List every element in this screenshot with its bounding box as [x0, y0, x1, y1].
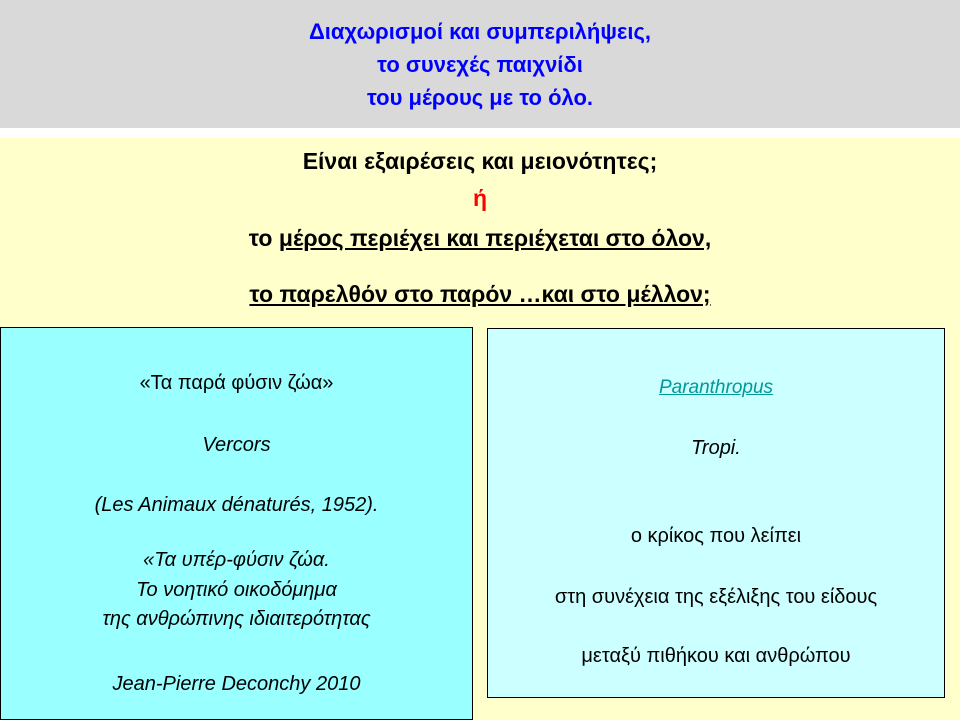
title-line-1: Διαχωρισμοί και συμπεριλήψεις,	[308, 18, 652, 44]
credit-line: Jean-Pierre Deconchy 2010	[112, 673, 361, 695]
subtitle-line-3: της ανθρώπινης ιδιαιτερότητας	[102, 608, 371, 630]
tropi-label: Tropi.	[691, 437, 741, 459]
question-line-3-underlined: μέρος περιέχει και περιέχεται στο όλον,	[278, 225, 712, 251]
question-line-3	[0, 225, 960, 252]
title-banner	[0, 0, 960, 128]
paranthropus-box	[487, 328, 945, 698]
evolution-line: στη συνέχεια της εξέλιξης του είδους	[554, 586, 878, 608]
book-title: «Τα παρά φύσιν ζώα»	[139, 372, 334, 394]
book-reference: (Les Animaux dénaturés, 1952).	[94, 494, 379, 516]
ape-human-line: μεταξύ πιθήκου και ανθρώπου	[581, 645, 851, 667]
title-line-3: του μέρους με το όλο.	[366, 84, 594, 110]
question-or: ή	[472, 185, 488, 211]
vercors-box	[0, 327, 473, 720]
subtitle-line-1: «Τα υπέρ-φύσιν ζώα.	[143, 549, 330, 571]
book-author: Vercors	[202, 434, 271, 456]
question-line-4: το παρελθόν στο παρόν …και στο μέλλον;	[249, 281, 711, 307]
title-line-2: το συνεχές παιχνίδι	[377, 51, 583, 77]
missing-link-line: ο κρίκος που λείπει	[630, 525, 802, 547]
subtitle-line-2: Το νοητικό οικοδόμημα	[136, 579, 337, 601]
paranthropus-link[interactable]: Paranthropus	[658, 377, 774, 398]
question-line-3-prefix: το	[248, 225, 279, 251]
question-line-1: Είναι εξαιρέσεις και μειονότητες;	[302, 148, 658, 174]
paranthropus-link-row	[488, 377, 944, 399]
